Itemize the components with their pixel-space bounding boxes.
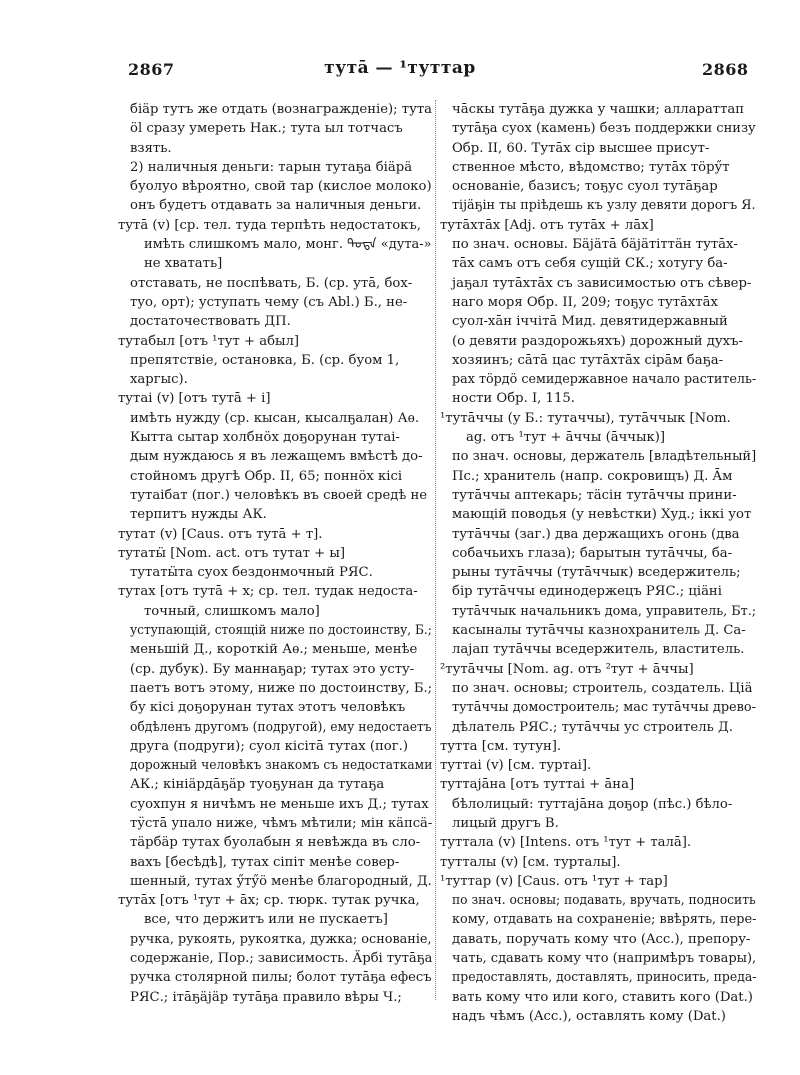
entry-text-line: бѣлолицый: туттаjāна доҕор (пѣс.) бѣло-: [452, 796, 733, 812]
entry-headword-line: тутāхтāх [Adj. отъ тутāх + лāх]: [440, 217, 654, 233]
entry-text-line: вать кому что или кого, ставить кого (Dat.): [452, 989, 753, 1005]
entry-text-line: тіјäҕін ты пріѣдешь къ узлу девяти дорогъ Я.: [452, 198, 756, 214]
entry-text-line: (ср. дубук). Бу маннаҕар; тутах это усту-: [130, 661, 415, 677]
page-number-left: 2867: [128, 60, 175, 79]
entry-headword-line: тутах [отъ тутā + х; ср. тел. тудак недоста-: [118, 584, 418, 600]
entry-text-line: вахъ [бесѣдѣ], тутах сіпіт менѣе совер-: [130, 854, 400, 870]
entry-text-line: наго моря Обр. II, 209; тоҕус тутāхтāх: [452, 294, 718, 310]
entry-text-line: Пс.; хранитель (напр. сокровищъ) Д. Āм: [452, 468, 733, 484]
entry-headword-line: тутталы (v) [см. турталы].: [440, 854, 621, 870]
entry-headword-line: туттаjāна [отъ туттаі + āна]: [440, 777, 635, 793]
entry-headword-line: тутāх [отъ ¹тут + āх; ср. тюрк. тутак ручка,: [118, 893, 420, 909]
entry-text-line: тутāччы (заг.) два держащихъ огонь (два: [452, 526, 740, 542]
entry-text-line: суохпун я ничѣмъ не меньше ихъ Д.; тутах: [130, 796, 429, 812]
entry-text-line: рыны тутāччы (тутāччык) вседержитель;: [452, 565, 741, 581]
entry-text-line: суол-хāн іччітā Мид. девятидержавный: [452, 314, 728, 330]
entry-text-line: обдѣленъ другомъ (подругой), ему недостаетъ: [130, 719, 432, 735]
entry-text-line: рах тӧрдӧ семидержавное начало раститель-: [452, 372, 757, 388]
entry-text-line: ag. отъ ¹тут + āччы (āччык)]: [466, 430, 666, 446]
entry-text-line: надъ чѣмъ (Acc.), оставлять кому (Dat.): [452, 1008, 726, 1024]
entry-text-line: тутāҕа суох (камень) безъ поддержки снизу: [452, 121, 756, 137]
entry-headword-line: тутаі (v) [отъ тутā + і]: [118, 391, 271, 407]
entry-text-line: ственное мѣсто, вѣдомство; тутāх тӧрӳт: [452, 159, 730, 175]
entry-text-line: РЯС.; ітāҕäjäр тутāҕа правило вѣры Ч.;: [130, 989, 402, 1005]
entry-text-line: собачьихъ глаза); барытын тутāччы, ба-: [452, 545, 733, 561]
entry-text-line: все, что держитъ или не пускаетъ]: [144, 912, 388, 928]
entry-text-line: уступающій, стоящій ниже по достоинству, Б.;: [130, 623, 432, 639]
entry-text-line: по знач. основы; строитель, создатель. Ціä: [452, 680, 753, 696]
entry-text-line: буолуо вѣроятно, свой тар (кислое молоко): [130, 179, 432, 195]
entry-text-line: тӱстā упало ниже, чѣмъ мѣтили; мін кäпсä-: [130, 815, 433, 831]
entry-text-line: мающій поводья (у невѣстки) Худ.; іккі уот: [452, 507, 752, 523]
entry-headword-line: туттаі (v) [см. туртаі].: [440, 758, 592, 774]
entry-headword-line: тутā (v) [ср. тел. туда терпѣть недостатокъ,: [118, 217, 421, 233]
entry-text-line: по знач. основы, держатель [владѣтельный]: [452, 449, 757, 465]
entry-text-line: чать, сдавать кому что (напримѣръ товары),: [452, 951, 757, 967]
entry-text-line: давать, поручать кому что (Acc.), препору-: [452, 931, 751, 947]
entry-text-line: паетъ вотъ этому, ниже по достоинству, Б.;: [130, 680, 433, 696]
entry-headword-line: ¹туттар (v) [Caus. отъ ¹тут + тар]: [440, 873, 668, 889]
entry-text-line: дым нуждаюсь я въ лежащемъ вмѣстѣ до-: [130, 449, 423, 465]
entry-text-line: 2) наличныя деньги: тарын тутаҕа біäрä: [130, 159, 413, 175]
entry-headword-line: тутат (v) [Caus. отъ тутā + т].: [118, 526, 323, 542]
entry-text-line: ности Обр. I, 115.: [452, 391, 575, 407]
entry-text-line: отставать, не поспѣвать, Б. (ср. утā, бох-: [130, 275, 413, 291]
entry-text-line: біp тутāччы единодержецъ РЯС.; ціäнi: [452, 584, 722, 600]
entry-text-line: дорожный человѣкъ знакомъ съ недостатками: [130, 758, 433, 774]
entry-text-line: тāх самъ отъ себя сущій СК.; хотугу ба-: [452, 256, 728, 272]
entry-text-line: дѣлатель РЯС.; тутāччы ус строитель Д.: [452, 719, 733, 735]
entry-headword-line: тутабыл [отъ ¹тут + абыл]: [118, 333, 300, 349]
entry-text-line: тутатӹта суох бездонмочный РЯС.: [130, 565, 373, 581]
entry-text-line: тутāччы аптекарь; тäсін тутāччы прини-: [452, 487, 737, 503]
entry-text-line: біäр тутъ же отдать (вознагражденіе); тута: [130, 102, 433, 117]
entry-text-line: харгыс).: [130, 372, 188, 388]
entry-headword-line: тутта [см. тутун].: [440, 738, 562, 754]
entry-text-line: касыналы тутāччы казнохранитель Д. Са-: [452, 623, 746, 639]
entry-text-line: шенный, тутах ӳтӳӧ менѣе благородный, Д.: [130, 873, 432, 889]
entry-text-line: взять.: [130, 140, 172, 156]
entry-text-line: друга (подруги); суол кісітā тутах (пог.): [130, 738, 408, 754]
entry-text-line: достаточествовать ДП.: [130, 314, 291, 330]
left-column: [118, 100, 432, 1007]
entry-text-line: туо, орт); уступать чему (съ Abl.) Б., не-: [130, 294, 408, 310]
entry-text-line: чāскы тутāҕа дужка у чашки; аллараттап: [452, 102, 745, 117]
entry-text-line: предоставлять, доставлять, приносить, преда-: [452, 970, 757, 986]
entry-text-line: меньшій Д., короткій Аѳ.; меньше, менѣе: [130, 642, 418, 658]
entry-text-line: (о девяти раздорожьяхъ) дорожный духъ-: [452, 333, 743, 349]
entry-text-line: имѣть слишкомъ мало, монг. ᠳᠤᠲᠠ «дута-»: [144, 237, 432, 253]
entry-text-line: стойномъ другѣ Обр. II, 65; поннӧх кісі: [130, 468, 403, 484]
entry-text-line: лицый другъ В.: [452, 815, 559, 831]
entry-text-line: лајап тутāччы вседержитель, властитель.: [452, 642, 745, 658]
column-divider: [435, 100, 436, 1000]
entry-text-line: кому, отдавать на сохраненіе; ввѣрять, пере-: [452, 912, 757, 928]
entry-text-line: препятствіе, остановка, Б. (ср. буом 1,: [130, 352, 400, 368]
entry-text-line: Обр. II, 60. Тутāх сір высшее присут-: [452, 140, 710, 156]
entry-text-line: Кытта сытар холбнӧх доҕорунан тутаі-: [130, 430, 400, 446]
entry-text-line: ручка столярной пилы; болот тутāҕа ефесъ: [130, 970, 432, 986]
entry-text-line: содержаніе, Пор.; зависимость. Ӓрбі тутāҕа: [130, 951, 433, 967]
entry-text-line: јаҕал тутāхтāх съ зависимостью отъ сѣвер-: [452, 275, 752, 291]
entry-text-line: не хватать]: [144, 256, 223, 272]
entry-headword-line: туттала (v) [Intens. отъ ¹тут + талā].: [440, 835, 692, 851]
entry-text-line: тäрбäр тутах буолабын я невѣжда въ сло-: [130, 835, 421, 851]
entry-text-line: точный, слишкомъ мало]: [144, 603, 320, 619]
entry-headword-line: ²тутāччы [Nom. ag. отъ ²тут + āччы]: [440, 661, 694, 677]
entry-text-line: тутаібат (пог.) человѣкъ въ своей средѣ не: [130, 487, 428, 503]
entry-text-line: основаніе, базисъ; тоҕус суол тутāҕар: [452, 179, 718, 195]
entry-headword-line: тутатӹ [Nom. act. отъ тутат + ы]: [118, 545, 346, 561]
entry-text-line: тутāччы домостроитель; мас тутāччы древо-: [452, 700, 756, 716]
page-number-right: 2868: [702, 60, 749, 79]
right-column: [440, 100, 756, 1026]
entry-text-line: АК.; кініäрдāҕäр туоҕунан да тутаҕа: [130, 777, 385, 793]
entry-text-line: имѣть нужду (ср. кысан, кысалҕалан) Аѳ.: [130, 410, 420, 426]
entry-text-line: ручка, рукоять, рукоятка, дужка; основаніе,: [130, 931, 432, 947]
entry-text-line: тутāччык начальникъ дома, управитель, Бт.;: [452, 603, 757, 619]
entry-text-line: по знач. основы. Бäjäтā бäjäтіттäн тутāх-: [452, 237, 738, 253]
entry-text-line: онъ будетъ отдавать за наличныя деньги.: [130, 198, 422, 214]
entry-text-line: бу кісі доҕорунан тутах этотъ человѣкъ: [130, 700, 406, 716]
entry-text-line: öl сразу умереть Нак.; тута ыл тотчасъ: [130, 121, 403, 137]
entry-text-line: хозяинъ; сāтā цас тутāхтāх сірāм баҕа-: [452, 352, 724, 368]
running-headword: тутā — ¹туттар: [324, 58, 476, 78]
entry-text-line: по знач. основы; подавать, вручать, подносить: [452, 893, 756, 909]
entry-headword-line: ¹тутāччы (у Б.: тутаччы), тутāччык [Nom.: [440, 410, 731, 426]
entry-text-line: терпитъ нужды АК.: [130, 507, 267, 523]
